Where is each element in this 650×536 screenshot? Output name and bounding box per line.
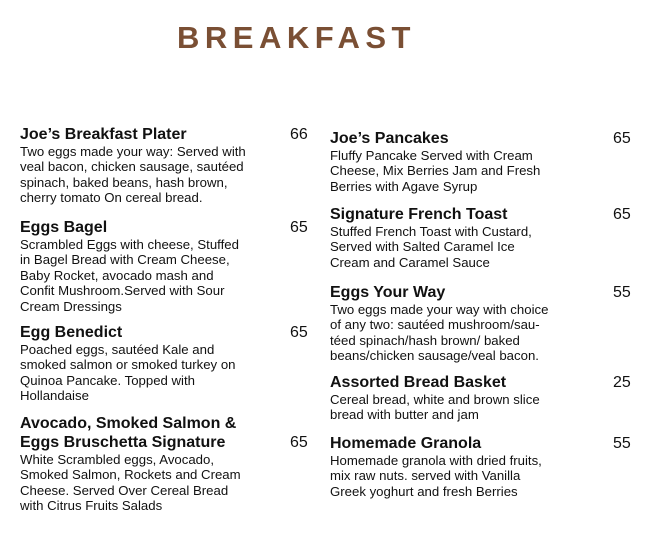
item-description: Homemade granola with dried fruits, mix raw nuts. served with Vanilla Greek yoghurt and fresh Berries <box>330 453 542 499</box>
menu-item <box>330 434 631 499</box>
item-name: Eggs Bagel <box>20 219 108 236</box>
item-price: 65 <box>613 206 631 223</box>
item-name: Assorted Bread Basket <box>330 374 507 391</box>
item-name: Egg Benedict <box>20 324 123 341</box>
menu-item <box>20 218 308 314</box>
menu-item <box>330 283 631 364</box>
menu-title: BREAKFAST <box>177 20 416 55</box>
menu-item <box>20 125 308 206</box>
menu-item <box>20 323 308 404</box>
item-price: 55 <box>613 435 631 452</box>
item-description: Poached eggs, sautéed Kale and smoked salmon or smoked turkey on Quinoa Pancake. Topped with Hollandaise <box>20 342 236 404</box>
item-name: Signature French Toast <box>330 206 508 223</box>
item-description: Two eggs made your way with choice of any two: sautéed mushroom/sau- téed spinach/hash brown/ baked beans/chicken sausage/veal bacon. <box>330 302 549 364</box>
item-description: Cereal bread, white and brown slice bread with butter and jam <box>330 392 540 423</box>
item-name: Joe’s Pancakes <box>330 130 449 147</box>
item-price: 65 <box>290 324 308 341</box>
item-price: 66 <box>290 126 308 143</box>
item-price: 25 <box>613 374 631 391</box>
item-name: Eggs Your Way <box>330 284 446 301</box>
item-price: 65 <box>613 130 631 147</box>
menu-item <box>330 373 631 423</box>
menu-item <box>330 129 631 194</box>
item-description: Fluffy Pancake Served with Cream Cheese, Mix Berries Jam and Fresh Berries with Agave Syrup <box>330 148 541 194</box>
item-name: Avocado, Smoked Salmon & Eggs Bruschetta Signature <box>20 415 237 451</box>
item-description: Two eggs made your way: Served with veal bacon, chicken sausage, sautéed spinach, baked beans, hash brown, cherry tomato On cereal bread. <box>20 144 246 206</box>
menu-item <box>330 205 631 270</box>
item-price: 65 <box>290 434 308 451</box>
item-description: Stuffed French Toast with Custard, Served with Salted Caramel Ice Cream and Caramel Sauce <box>330 224 532 270</box>
item-price: 55 <box>613 284 631 301</box>
item-price: 65 <box>290 219 308 236</box>
item-description: White Scrambled eggs, Avocado, Smoked Salmon, Rockets and Cream Cheese. Served Over Cereal Bread with Citrus Fruits Salads <box>20 452 241 514</box>
item-description: Scrambled Eggs with cheese, Stuffed in Bagel Bread with Cream Cheese, Baby Rocket, avocado mash and Confit Mushroom.Served with Sour Cream Dressings <box>20 237 239 314</box>
menu-item <box>20 414 308 514</box>
item-name: Homemade Granola <box>330 435 482 452</box>
item-name: Joe’s Breakfast Plater <box>20 126 187 143</box>
